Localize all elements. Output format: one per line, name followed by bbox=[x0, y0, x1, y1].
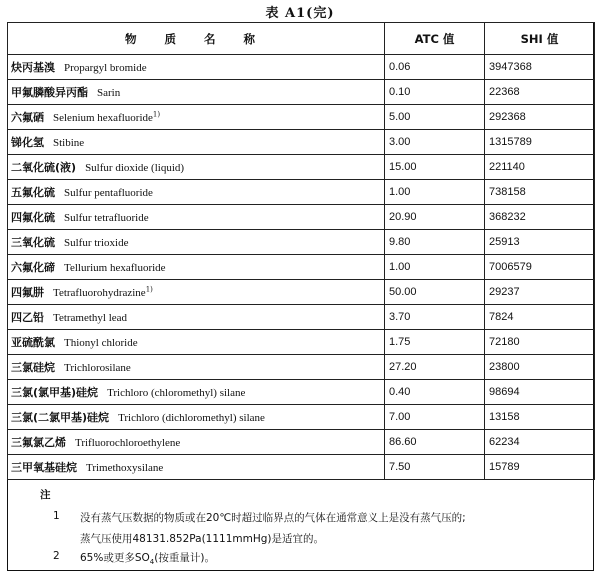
table-row bbox=[8, 80, 595, 105]
substance-name-en: Sarin bbox=[97, 87, 121, 99]
table-row bbox=[8, 405, 595, 430]
shi-value-cell: 3947368 bbox=[485, 55, 595, 80]
atc-value-cell: 7.50 bbox=[385, 455, 485, 480]
substance-name-zh: 炔丙基溴 bbox=[11, 61, 55, 74]
note-2-text-post: (按重量计)。 bbox=[154, 552, 215, 564]
shi-value-cell: 15789 bbox=[485, 455, 595, 480]
footnote-marker: 1) bbox=[145, 285, 153, 294]
table-row bbox=[8, 130, 595, 155]
substance-name-en: Trichloro (dichloromethyl) silane bbox=[118, 412, 265, 424]
substance-name-en: Trichlorosilane bbox=[64, 362, 131, 374]
substance-name-en: Propargyl bromide bbox=[64, 62, 147, 74]
shi-value-cell: 72180 bbox=[485, 330, 595, 355]
substance-name-cell bbox=[8, 80, 385, 105]
atc-value-cell: 9.80 bbox=[385, 230, 485, 255]
shi-value-cell: 292368 bbox=[485, 105, 595, 130]
shi-value-cell: 221140 bbox=[485, 155, 595, 180]
table-row bbox=[8, 430, 595, 455]
substance-name-en: Tetramethyl lead bbox=[53, 312, 128, 324]
substance-name-cell bbox=[8, 255, 385, 280]
substance-name-cell bbox=[8, 430, 385, 455]
substance-name-cell bbox=[8, 205, 385, 230]
shi-value-cell: 62234 bbox=[485, 430, 595, 455]
substance-name-zh: 三氯(氯甲基)硅烷 bbox=[11, 386, 99, 399]
shi-value-cell: 29237 bbox=[485, 280, 595, 305]
substance-table bbox=[7, 22, 595, 480]
substance-name-zh: 锑化氢 bbox=[11, 136, 44, 149]
note-2-text-pre: 65%或更多SO bbox=[80, 552, 150, 564]
table-row bbox=[8, 305, 595, 330]
substance-name-en: Sulfur pentafluoride bbox=[64, 187, 153, 199]
substance-name-en: Sulfur dioxide (liquid) bbox=[85, 162, 185, 174]
substance-name-cell bbox=[8, 330, 385, 355]
substance-name-zh: 三氧化硫 bbox=[11, 236, 55, 249]
header-shi: SHI 值 bbox=[485, 23, 595, 55]
note-1-line-2: 蒸气压使用48131.852Pa(1111mmHg)是适宜的。 bbox=[80, 533, 325, 545]
substance-name-zh: 五氟化硫 bbox=[11, 186, 55, 199]
shi-value-cell: 23800 bbox=[485, 355, 595, 380]
table-row bbox=[8, 455, 595, 480]
substance-name-zh: 甲氟膦酸异丙酯 bbox=[11, 86, 88, 99]
atc-value-cell: 20.90 bbox=[385, 205, 485, 230]
substance-name-cell bbox=[8, 380, 385, 405]
substance-name-cell bbox=[8, 230, 385, 255]
table-row bbox=[8, 180, 595, 205]
substance-name-en: Selenium hexafluoride bbox=[53, 112, 153, 124]
table-row bbox=[8, 255, 595, 280]
atc-value-cell: 27.20 bbox=[385, 355, 485, 380]
atc-value-cell: 1.00 bbox=[385, 255, 485, 280]
substance-name-en: Tellurium hexafluoride bbox=[64, 262, 166, 274]
note-2-text bbox=[80, 550, 215, 566]
substance-name-en: Thionyl chloride bbox=[64, 337, 138, 349]
substance-name-en: Sulfur trioxide bbox=[64, 237, 129, 249]
substance-name-zh: 三甲氧基硅烷 bbox=[11, 461, 77, 474]
atc-value-cell: 0.06 bbox=[385, 55, 485, 80]
substance-name-zh: 四氟肼 bbox=[11, 286, 44, 299]
atc-value-cell: 86.60 bbox=[385, 430, 485, 455]
atc-value-cell: 7.00 bbox=[385, 405, 485, 430]
substance-name-cell bbox=[8, 130, 385, 155]
header-substance-name: 物 质 名 称 bbox=[8, 23, 385, 55]
substance-name-cell bbox=[8, 455, 385, 480]
substance-name-zh: 六氟化碲 bbox=[11, 261, 55, 274]
substance-name-cell bbox=[8, 355, 385, 380]
table-row bbox=[8, 155, 595, 180]
substance-name-en: Trichloro (chloromethyl) silane bbox=[107, 387, 246, 399]
shi-value-cell: 22368 bbox=[485, 80, 595, 105]
note-1-line-1: 没有蒸气压数据的物质或在20℃时超过临界点的气体在通常意义上是没有蒸气压的; bbox=[80, 512, 466, 524]
atc-value-cell: 1.00 bbox=[385, 180, 485, 205]
atc-value-cell: 5.00 bbox=[385, 105, 485, 130]
substance-name-zh: 四氟化硫 bbox=[11, 211, 55, 224]
shi-value-cell: 7006579 bbox=[485, 255, 595, 280]
substance-name-en: Sulfur tetrafluoride bbox=[64, 212, 149, 224]
substance-name-zh: 六氟硒 bbox=[11, 111, 44, 124]
table-body bbox=[8, 55, 595, 480]
substance-name-en: Stibine bbox=[53, 137, 85, 149]
atc-value-cell: 0.40 bbox=[385, 380, 485, 405]
table-row bbox=[8, 330, 595, 355]
shi-value-cell: 738158 bbox=[485, 180, 595, 205]
shi-value-cell: 98694 bbox=[485, 380, 595, 405]
substance-name-zh: 三氯硅烷 bbox=[11, 361, 55, 374]
substance-name-cell bbox=[8, 305, 385, 330]
substance-name-zh: 四乙铅 bbox=[11, 311, 44, 324]
atc-value-cell: 1.75 bbox=[385, 330, 485, 355]
atc-value-cell: 0.10 bbox=[385, 80, 485, 105]
substance-name-en: Tetrafluorohydrazine bbox=[53, 287, 146, 299]
table-row bbox=[8, 230, 595, 255]
table-caption: 表 A1(完) bbox=[265, 6, 335, 21]
shi-value-cell: 13158 bbox=[485, 405, 595, 430]
table-row bbox=[8, 205, 595, 230]
shi-value-cell: 368232 bbox=[485, 205, 595, 230]
atc-value-cell: 50.00 bbox=[385, 280, 485, 305]
table-row bbox=[8, 55, 595, 80]
substance-name-cell bbox=[8, 280, 385, 305]
substance-name-cell bbox=[8, 55, 385, 80]
atc-value-cell: 3.70 bbox=[385, 305, 485, 330]
table-row bbox=[8, 380, 595, 405]
atc-value-cell: 3.00 bbox=[385, 130, 485, 155]
substance-name-en: Trifluorochloroethylene bbox=[75, 437, 181, 449]
note-2-subscript: 4 bbox=[149, 558, 155, 567]
substance-name-zh: 二氧化硫(液) bbox=[11, 161, 77, 174]
atc-value-cell: 15.00 bbox=[385, 155, 485, 180]
notes-heading: 注 bbox=[40, 489, 51, 501]
shi-value-cell: 1315789 bbox=[485, 130, 595, 155]
substance-name-zh: 三氯(二氯甲基)硅烷 bbox=[11, 411, 110, 424]
header-atc: ATC 值 bbox=[385, 23, 485, 55]
substance-name-cell bbox=[8, 405, 385, 430]
substance-name-zh: 亚硫酰氯 bbox=[11, 336, 55, 349]
substance-name-cell bbox=[8, 180, 385, 205]
substance-name-cell bbox=[8, 105, 385, 130]
substance-name-cell bbox=[8, 155, 385, 180]
table-row bbox=[8, 355, 595, 380]
footnote-marker: 1) bbox=[152, 110, 161, 119]
note-2-number: 2 bbox=[53, 550, 60, 562]
shi-value-cell: 7824 bbox=[485, 305, 595, 330]
table-row bbox=[8, 105, 595, 130]
table-header-row bbox=[8, 23, 595, 55]
shi-value-cell: 25913 bbox=[485, 230, 595, 255]
note-1-number: 1 bbox=[53, 510, 60, 522]
table-row bbox=[8, 280, 595, 305]
substance-name-en: Trimethoxysilane bbox=[86, 462, 164, 474]
substance-name-zh: 三氟氯乙烯 bbox=[11, 436, 66, 449]
